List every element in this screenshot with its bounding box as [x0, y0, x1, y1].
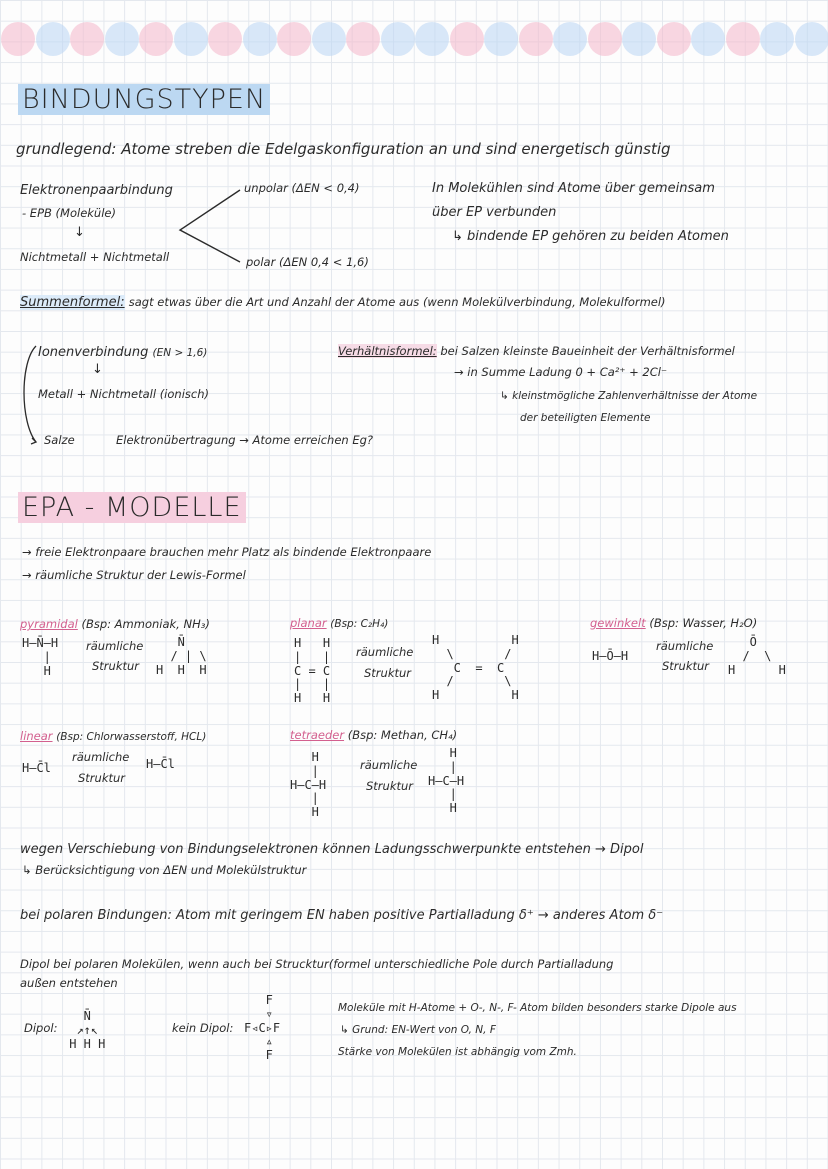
decorative-dot [174, 22, 208, 56]
decorative-dot [346, 22, 380, 56]
verhaeltnisformel-text1: bei Salzen kleinste Baueinheit der Verhältnisformel [440, 344, 735, 358]
ionen-elements: Metall + Nichtmetall (ionisch) [38, 387, 209, 401]
dipol-line2: ↳ Berücksichtigung von ΔEN und Molekülstruktur [22, 863, 307, 877]
summenformel-text: sagt etwas über die Art und Anzahl der Atome aus (wenn Molekülverbindung, Molekulformel) [128, 295, 666, 309]
epa-line1: → freie Elektronpaare brauchen mehr Platz als bindende Elektronpaare [22, 545, 432, 559]
linear-label: linear [20, 729, 53, 743]
ionen-name: Ionenverbindung [38, 345, 149, 360]
gewinkelt-raeumlich: räumliche [656, 639, 714, 653]
decorative-dot [208, 22, 242, 56]
linear-raeumlich: räumliche [72, 750, 130, 764]
planar-example: (Bsp: C₂H₄) [330, 618, 389, 630]
planar-lewis: H H | | C = C | | H H [294, 636, 331, 706]
tetraeder-struktur: Struktur [366, 779, 414, 793]
decorative-dot [139, 22, 173, 56]
decorative-dot [553, 22, 587, 56]
decorative-dot-border [0, 20, 828, 58]
pyramidal-struktur: Struktur [92, 659, 140, 673]
decorative-dot [415, 22, 449, 56]
dipol-label: Dipol: [24, 1021, 58, 1035]
molekuel-h-line1: Moleküle mit H-Atome + O-, N-, F- Atom bilden besonders starke Dipole aus [338, 1002, 737, 1014]
unpolar-label: unpolar (ΔEN < 0,4) [244, 181, 360, 195]
molekuel-line1: In Molekühlen sind Atome über gemeinsam [432, 181, 715, 196]
molekuel-line3: ↳ bindende EP gehören zu beiden Atomen [452, 229, 729, 244]
salze-label: Salze [44, 433, 75, 447]
decorative-dot [519, 22, 553, 56]
planar-spatial: H H \ / C = C / \ H H [432, 633, 519, 703]
decorative-dot [243, 22, 277, 56]
dipol-molecule-line2: außen entstehen [20, 976, 118, 990]
decorative-dot [277, 22, 311, 56]
gewinkelt-struktur: Struktur [662, 659, 710, 673]
tetraeder-label: tetraeder [290, 728, 345, 742]
bindungstypen-title-text: BINDUNGSTYPEN [18, 84, 270, 115]
tetraeder-spatial: H | H—C—H | H [428, 746, 465, 816]
linear-spatial: H—C̄l [146, 757, 175, 771]
decorative-dot [450, 22, 484, 56]
epb-name: Elektronenpaarbindung [20, 183, 173, 198]
elektronuebertragung: Elektronübertragung → Atome erreichen Eg? [116, 433, 374, 447]
molekuel-line2: über EP verbunden [432, 205, 557, 220]
pyramidal-lewis: H—N̄—H | H [22, 636, 59, 678]
decorative-dot [484, 22, 518, 56]
kein-dipol-formula: F ▿ F◃C▹F ▵ F [244, 993, 281, 1063]
decorative-dot [36, 22, 70, 56]
summenformel-label: Summenformel: [20, 295, 125, 310]
ionen-en: (EN > 1,6) [152, 347, 208, 359]
intro-text: grundlegend: Atome streben die Edelgaskonfiguration an und sind energetisch günstig [16, 140, 671, 158]
decorative-dot [760, 22, 794, 56]
pyramidal-example: (Bsp: Ammoniak, NH₃) [81, 617, 210, 631]
ionen-arrow: ↓ [92, 362, 103, 377]
molekuel-h-line3: Stärke von Molekülen ist abhängig vom Zmh. [338, 1046, 577, 1058]
verhaeltnisformel-label: Verhältnisformel: [338, 344, 437, 358]
dipol-line1: wegen Verschiebung von Bindungselektronen können Ladungsschwerpunkte entstehen → Dipol [20, 842, 644, 857]
decorative-dot [691, 22, 725, 56]
dipol-formula: N̄ ↗↑↖ H H H [69, 1009, 106, 1051]
linear-example: (Bsp: Chlorwasserstoff, HCL) [56, 731, 207, 743]
epb-abbr: - EPB (Moleküle) [22, 206, 116, 220]
planar-label: planar [290, 616, 327, 630]
polar-bond-text: bei polaren Bindungen: Atom mit geringem EN haben positive Partialladung δ⁺ → anderes Atom δ⁻ [20, 908, 664, 923]
decorative-dot [312, 22, 346, 56]
verhaeltnisformel-text2: → in Summe Ladung 0 + Ca²⁺ + 2Cl⁻ [454, 365, 668, 379]
section-title-epa-modelle [18, 492, 246, 523]
planar-struktur: Struktur [364, 666, 412, 680]
decorative-dot [588, 22, 622, 56]
tetraeder-lewis: H | H—C—H | H [290, 750, 327, 820]
linear-struktur: Struktur [78, 771, 126, 785]
pyramidal-spatial: N̄ / | \ H H H [156, 635, 207, 677]
tetraeder-raeumlich: räumliche [360, 758, 418, 772]
epa-line2: → räumliche Struktur der Lewis-Formel [22, 568, 246, 582]
decorative-dot [105, 22, 139, 56]
dipol-molecule-line1: Dipol bei polaren Molekülen, wenn auch bei Strucktur(formel unterschiedliche Pole durch Partialladung [20, 957, 614, 971]
gewinkelt-spatial: Ō / \ H H [728, 635, 786, 677]
pyramidal-raeumlich: räumliche [86, 639, 144, 653]
pyramidal-label: pyramidal [20, 617, 78, 631]
gewinkelt-example: (Bsp: Wasser, H₂O) [649, 616, 758, 630]
gewinkelt-label: gewinkelt [590, 616, 646, 630]
decorative-dot [70, 22, 104, 56]
epb-arrow: ↓ [74, 225, 85, 240]
decorative-dot [726, 22, 760, 56]
linear-lewis: H—C̄l [22, 761, 51, 775]
kein-dipol-label: kein Dipol: [172, 1021, 234, 1035]
polar-label: polar (ΔEN 0,4 < 1,6) [246, 255, 369, 269]
epb-elements: Nichtmetall + Nichtmetall [20, 250, 170, 264]
decorative-dot [1, 22, 35, 56]
molekuel-h-line2: ↳ Grund: EN-Wert von O, N, F [340, 1024, 496, 1036]
decorative-dot [381, 22, 415, 56]
gewinkelt-lewis: H—Ō—H [592, 649, 629, 663]
branch-lines [176, 186, 242, 266]
planar-raeumlich: räumliche [356, 645, 414, 659]
verhaeltnisformel-text4: der beteiligten Elemente [520, 412, 651, 424]
decorative-dot [795, 22, 828, 56]
decorative-dot [622, 22, 656, 56]
section-title-bindungstypen [18, 84, 270, 115]
tetraeder-example: (Bsp: Methan, CH₄) [347, 728, 458, 742]
decorative-dot [657, 22, 691, 56]
epa-title-text: EPA - MODELLE [18, 492, 246, 523]
verhaeltnisformel-text3: ↳ kleinstmögliche Zahlenverhältnisse der Atome [500, 390, 758, 402]
